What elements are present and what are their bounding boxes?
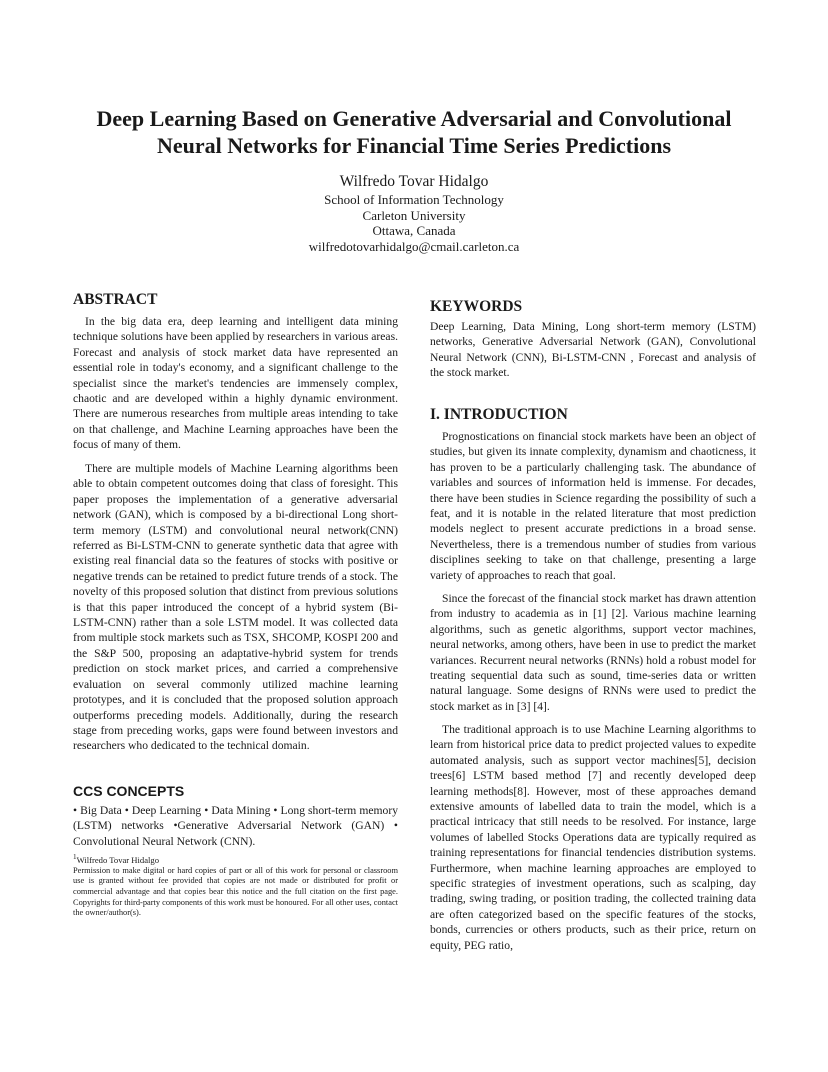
introduction-paragraph-2: Since the forecast of the financial stock market has drawn attention from industry to academia as in [1] [2]. Various machine learning algorithms, such as genetic algorithms, support vector machines, neural networks, among others, have been in use to predict the market variances. Recurrent neural networks (RNNs) hold a robust model for treating sequential data such as sound, time-series data or written natural language. Some designs of RNNs were used to predict the stock market as in [3] [4]. — [430, 592, 756, 713]
introduction-heading: I. INTRODUCTION — [430, 406, 568, 423]
author-location: Ottawa, Canada — [372, 223, 456, 238]
author-name: Wilfredo Tovar Hidalgo — [339, 173, 489, 190]
permission-footnote — [73, 852, 398, 919]
abstract-paragraph-1: In the big data era, deep learning and intelligent data mining technique solutions have been applied by researchers in various areas. Forecast and analysis of stock market data have represented an essential role in today's economy, and a significant challenge to the specialist since the market's tendencies are immensely complex, chaotic and are developed within a highly dynamic environment. There are numerous researches from multiple areas intending to take on that challenge, and Machine Learning approaches have been the focus of many of them. — [73, 315, 398, 452]
introduction-paragraph-3: The traditional approach is to use Machine Learning algorithms to learn from historical price data to predict projected values to expedite automated analysis, such as support vector machines[5], decision trees[6] LSTM based method [7] and recently developed deep learning methods[8]. However, most of these approaches demand extensive amounts of labelled data to train the model, which is a practical intricacy that still needs to be resolved. For instance, large volumes of labelled Stocks Operations data are typically required as training representations for financial tendencies distribution systems. Furthermore, when machine learning approaches are employed to specific strategies of investment operations, such as scalping, day trading, swing trading, or position trading, the collected training data are often categorized based on the specific features of the stocks, bonds, currencies or others products, such as their price, return on equity, PEG ratio, — [430, 723, 756, 952]
footnote-author: Wilfredo Tovar Hidalgo — [76, 854, 159, 865]
footnote-permission-text: Permission to make digital or hard copies of part or all of this work for personal or classroom use is granted without fee provided that copies are not made or distributed for profit or commercial advantage and that copies bear this notice and the full citation on the first page. Copyrights for third-party components of this work must be honoured. For all other uses, contact the owner/author(s). — [73, 865, 398, 918]
author-email: wilfredotovarhidalgo@cmail.carleton.ca — [308, 238, 520, 254]
author-block — [214, 172, 614, 254]
ccs-concepts-text: • Big Data • Deep Learning • Data Mining • Long short-term memory (LSTM) networks •Generative Adversarial Network (GAN) • Convolutional Neural Network (CNN). — [73, 804, 398, 848]
keywords-heading: KEYWORDS — [430, 298, 523, 315]
title-line-1: Deep Learning Based on Generative Adversarial and Convolutional — [96, 106, 732, 131]
footnote-author-line — [73, 852, 398, 866]
ccs-concepts-heading: CCS CONCEPTS — [73, 783, 185, 799]
author-department: School of Information Technology — [324, 192, 504, 207]
paper-title — [60, 105, 768, 159]
keywords-text: Deep Learning, Data Mining, Long short-term memory (LSTM) networks, Generative Adversarial Network (GAN), Convolutional Neural Network (CNN), Bi-LSTM-CNN , Forecast and analysis of the stock market. — [430, 320, 756, 380]
abstract-heading: ABSTRACT — [73, 291, 158, 308]
author-university: Carleton University — [362, 207, 466, 223]
title-line-2: Neural Networks for Financial Time Series Predictions — [156, 133, 672, 158]
footnote-marker: 1 — [73, 853, 77, 861]
abstract-paragraph-2: There are multiple models of Machine Learning algorithms been able to obtain competent outcomes doing that class of foresight. This paper proposes the implementation of a generative adversarial network (GAN), which is composed by a bi-directional Long short-term memory (LSTM) and convolutional neural network(CNN) referred as Bi-LSTM-CNN to generate synthetic data that agree with existing real financial data so the features of stocks with positive or negative trends can be retained to predict future trends of a stock. The novelty of this proposed solution that distinct from previous solutions is that this paper introduced the concept of a hybrid system (Bi-LSTM-CNN) rather than a sole LSTM model. It was collected data from multiple stock markets such as TSX, SHCOMP, KOSPI 200 and the S&P 500, proposing an adaptative-hybrid system for trends prediction on stock market prices, and carried a comprehensive evaluation on several commonly utilized machine learning prototypes, and it is concluded that the proposed solution approach outperforms preceding models. Additionally, during the research stage from preceding works, gaps were found between investors and researchers who dedicated to the technical domain. — [73, 462, 398, 753]
introduction-paragraph-1: Prognostications on financial stock markets have been an object of studies, but given its innate complexity, dynamism and chaoticness, it has proven to be a particularly challenging task. The abundance of variables and sources of information held is immense. For decades, there have been studies in Science regarding the possibility of such a feat, and it is notable in the related literature that most prediction models neglect to present accurate predictions in a broad sense. Nevertheless, there is a tremendous number of studies from various disciplines seeking to take on that challenge, presenting a large variety of approaches to reach that goal. — [430, 430, 756, 582]
